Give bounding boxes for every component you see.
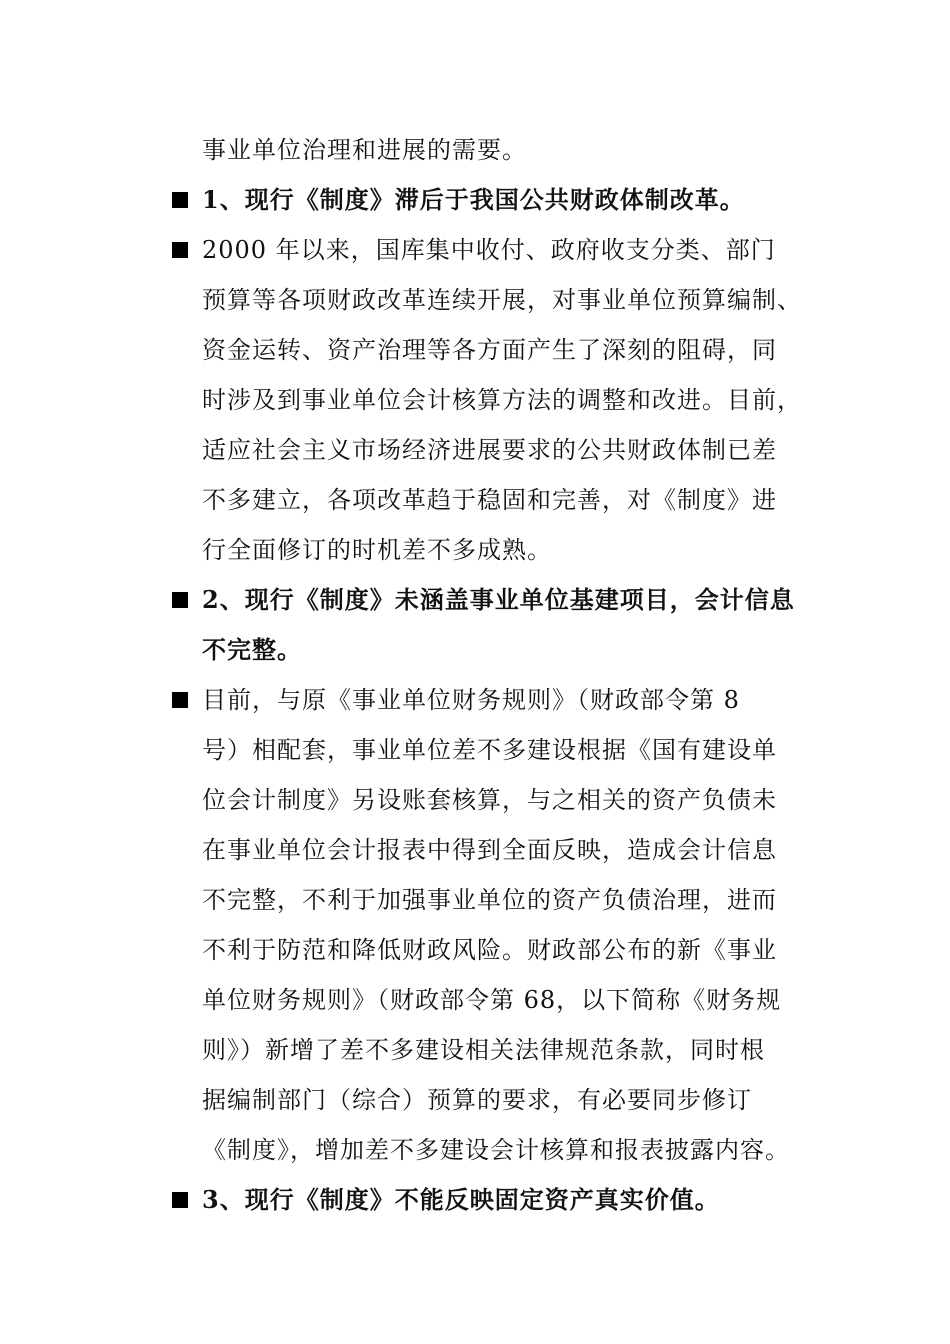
body-paragraph-1 — [172, 225, 832, 575]
text-line: 目前，与原《事业单位财务规则》（财政部令第 8 — [202, 686, 740, 714]
heading-line: 2、现行《制度》未涵盖事业单位基建项目，会计信息 — [202, 585, 795, 614]
text-line: 在事业单位会计报表中得到全面反映，造成会计信息 — [202, 836, 777, 864]
text-line: 2000 年以来，国库集中收付、政府收支分类、部门 — [202, 236, 776, 264]
text-line: 不完整，不利于加强事业单位的资产负债治理，进而 — [202, 886, 777, 914]
text-line: 据编制部门（综合）预算的要求，有必要同步修订 — [202, 1086, 752, 1114]
text-line: 行全面修订的时机差不多成熟。 — [202, 536, 552, 564]
text-line: 号）相配套，事业单位差不多建设根据《国有建设单 — [202, 736, 777, 764]
body-paragraph-2 — [172, 675, 832, 1175]
text-line: 《制度》，增加差不多建设会计核算和报表披露内容。 — [202, 1136, 790, 1164]
section-heading-2 — [172, 575, 832, 675]
text-line: 不利于防范和降低财政风险。财政部公布的新《事业 — [202, 936, 777, 964]
heading-text — [202, 575, 832, 675]
text-line: 资金运转、资产治理等各方面产生了深刻的阻碍，同 — [202, 336, 777, 364]
text-line: 单位财务规则》（财政部令第 68，以下简称《财务规 — [202, 986, 782, 1014]
lead-paragraph — [172, 125, 832, 175]
heading-line: 1、现行《制度》滞后于我国公共财政体制改革。 — [202, 185, 745, 214]
text-line: 不多建立，各项改革趋于稳固和完善，对《制度》进 — [202, 486, 777, 514]
square-bullet-icon — [172, 192, 188, 208]
heading-line: 3、现行《制度》不能反映固定资产真实价值。 — [202, 1185, 720, 1214]
square-bullet-icon — [172, 692, 188, 708]
section-heading-3 — [172, 1175, 832, 1225]
text-line: 适应社会主义市场经济进展要求的公共财政体制已差 — [202, 436, 777, 464]
heading-line: 不完整。 — [202, 635, 302, 664]
text-line: 事业单位治理和进展的需要。 — [202, 136, 527, 164]
paragraph-text — [202, 225, 832, 575]
text-line: 位会计制度》另设账套核算，与之相关的资产负债未 — [202, 786, 777, 814]
text-line: 时涉及到事业单位会计核算方法的调整和改进。目前， — [202, 386, 802, 414]
section-heading-1 — [172, 175, 832, 225]
square-bullet-icon — [172, 592, 188, 608]
square-bullet-icon — [172, 1192, 188, 1208]
text-line: 则》）新增了差不多建设相关法律规范条款，同时根 — [202, 1036, 765, 1064]
text-line: 预算等各项财政改革连续开展，对事业单位预算编制、 — [202, 286, 802, 314]
paragraph-text — [202, 675, 832, 1175]
square-bullet-icon — [172, 242, 188, 258]
